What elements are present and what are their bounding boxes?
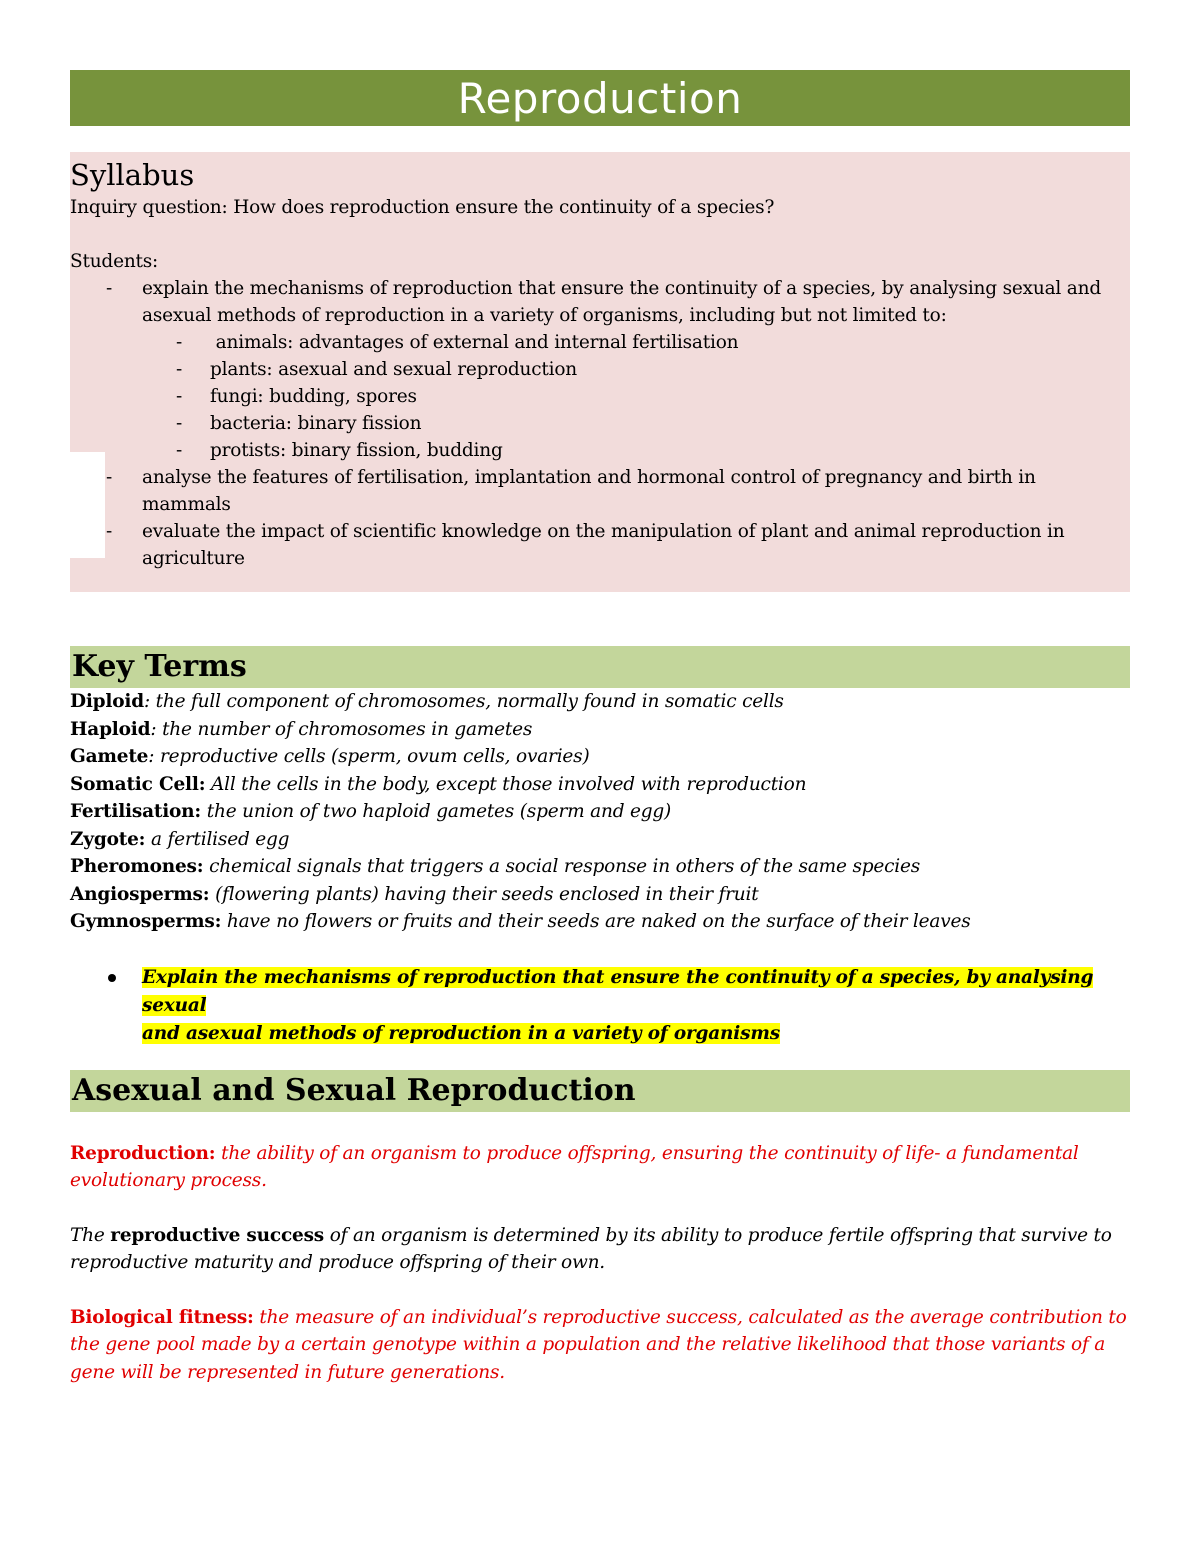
key-term	[70, 826, 1130, 854]
term-sep: :	[143, 691, 156, 712]
term-name: Pheromones:	[70, 856, 204, 877]
reproduction-def-text: the ability of an organism to produce offspring, ensuring the continuity of life- a fundamental evolutionary process.	[70, 1142, 1079, 1191]
term-definition: the union of two haploid gametes (sperm and egg)	[206, 801, 672, 822]
asexual-sexual-banner	[70, 1070, 1130, 1112]
term-sep: :	[150, 718, 163, 740]
success-text: of an organism is determined by its ability to produce fertile offspring that survive to reproductive maturity and produce offspring of their own.	[70, 1224, 1112, 1273]
term-name: Diploid	[70, 691, 144, 712]
key-term	[70, 743, 1130, 771]
syllabus-heading: Syllabus	[70, 158, 195, 192]
page-title: Reproduction	[457, 73, 743, 123]
term-definition: have no flowers or fruits and their seeds are naked on the surface of their leaves	[226, 911, 971, 932]
term-definition: the full component of chromosomes, normally found in somatic cells	[155, 691, 784, 712]
term-name: Zygote:	[70, 828, 146, 850]
term-name: Gamete	[70, 746, 149, 767]
term-name: Somatic Cell:	[70, 773, 206, 795]
syllabus-subitem: - fungi: budding, spores	[70, 383, 1130, 410]
term-definition: (flowering plants) having their seeds enclosed in their fruit	[215, 883, 759, 905]
fitness-term: Biological fitness:	[70, 1306, 254, 1328]
key-term	[70, 771, 1130, 799]
success-term: reproductive success	[110, 1224, 325, 1246]
key-term	[70, 798, 1130, 826]
fitness-def-text: the measure of an individual’s reproductive success, calculated as the average contribution to the gene pool made by a certain genotype within a population and the relative likelihood that those variants of a gene will be represented in future generations.	[70, 1306, 1127, 1383]
key-term	[70, 853, 1130, 881]
focus-point	[70, 964, 1130, 1048]
key-term	[70, 881, 1130, 909]
term-definition: the number of chromosomes in gametes	[162, 718, 533, 740]
syllabus-item: - explain the mechanisms of reproduction that ensure the continuity of a species, by analysing sexual and asexual methods of reproduction in a variety of organisms, including but not limited to:	[70, 275, 1130, 329]
document-page	[70, 70, 1130, 1386]
term-name: Angiosperms:	[70, 883, 210, 905]
highlighted-text: Explain the mechanisms of reproduction that ensure the continuity of a species, by analysing sexual	[142, 966, 1094, 1016]
reproduction-definition	[70, 1140, 1130, 1195]
biological-fitness-definition	[70, 1304, 1130, 1387]
reproductive-success-paragraph	[70, 1222, 1130, 1277]
term-definition: reproductive cells (sperm, ovum cells, ovaries)	[159, 746, 590, 767]
syllabus-subitem: - protists: binary fission, budding	[70, 437, 1130, 464]
focus-line	[142, 1020, 1130, 1048]
key-terms-heading: Key Terms	[72, 649, 247, 684]
students-label: Students:	[70, 251, 159, 272]
syllabus-subitem: - plants: asexual and sexual reproduction	[70, 356, 1130, 383]
key-term	[70, 908, 1130, 936]
syllabus-item: - analyse the features of fertilisation, implantation and hormonal control of pregnancy and birth in mammals	[70, 464, 1130, 518]
inquiry-question: Inquiry question: How does reproduction ensure the continuity of a species?	[70, 197, 775, 218]
blank-line	[70, 221, 1130, 248]
title-banner	[70, 70, 1130, 126]
syllabus-subitem: - bacteria: binary fission	[70, 410, 1130, 437]
syllabus-list	[70, 275, 1130, 572]
syllabus-box	[70, 152, 1130, 592]
focus-line	[142, 964, 1130, 1020]
term-name: Haploid	[70, 718, 151, 740]
bullet-icon	[108, 974, 116, 982]
syllabus-item: - evaluate the impact of scientific knowledge on the manipulation of plant and animal reproduction in agriculture	[70, 518, 1130, 572]
term-definition: All the cells in the body, except those involved with reproduction	[211, 773, 807, 795]
highlighted-text: and asexual methods of reproduction in a variety of organisms	[142, 1022, 780, 1044]
term-sep: :	[148, 746, 160, 767]
reproduction-term: Reproduction:	[70, 1142, 216, 1164]
key-term	[70, 716, 1130, 744]
term-name: Gymnosperms:	[70, 911, 222, 932]
term-name: Fertilisation:	[70, 801, 202, 822]
term-definition: chemical signals that triggers a social response in others of the same species	[209, 856, 921, 877]
success-prefix: The	[70, 1224, 111, 1246]
syllabus-subitem: - animals: advantages of external and internal fertilisation	[70, 329, 1130, 356]
key-terms-banner	[70, 646, 1130, 688]
asexual-sexual-heading: Asexual and Sexual Reproduction	[72, 1072, 636, 1108]
key-terms-list	[70, 688, 1130, 936]
term-definition: a fertilised egg	[150, 828, 290, 850]
key-term	[70, 688, 1130, 716]
